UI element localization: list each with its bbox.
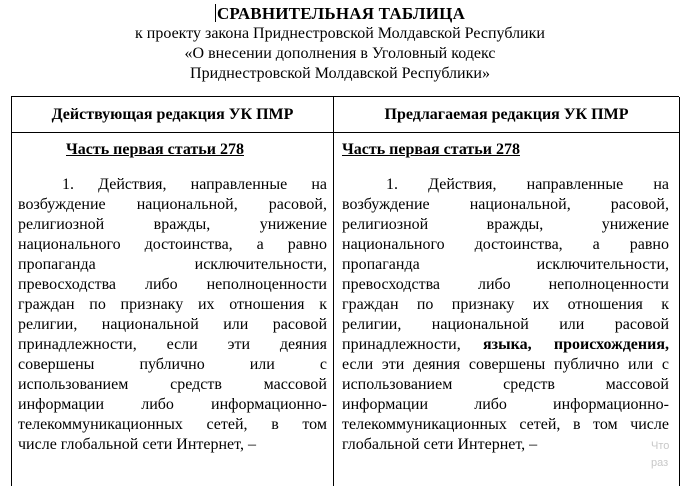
watermark-line-1: Что — [651, 440, 670, 452]
proposed-text-line: религиозной вражды, унижение — [342, 216, 669, 233]
subtitle-line-1: к проекту закона Приднестровской Молдавской Республики — [135, 25, 545, 42]
current-text-line: национального достоинства, а равно — [18, 236, 327, 253]
document-title — [0, 4, 680, 24]
comparison-table — [11, 96, 679, 486]
proposed-edition-body — [334, 133, 679, 455]
proposed-edition-heading: Предлагаемая редакция УК ПМР — [334, 97, 679, 133]
current-text-line: использованием средств массовой — [18, 376, 327, 393]
proposed-text-line: национального достоинства, а равно — [342, 236, 669, 253]
proposed-text-line: информации либо информационно- — [342, 396, 669, 413]
text-cursor — [215, 4, 216, 22]
current-text-line: пропаганда исключительности, — [18, 256, 327, 273]
current-edition-heading: Действующая редакция УК ПМР — [12, 97, 333, 133]
current-text-line: совершены публично или с — [18, 356, 327, 373]
proposed-part-title: Часть первая статьи 278 — [342, 141, 520, 158]
current-text-line: возбуждение национальной, расовой, — [18, 196, 327, 213]
current-text-line: телекоммуникационных сетей, в том — [18, 416, 327, 433]
current-text-line: превосходства либо неполноценности — [18, 276, 327, 293]
proposed-text-line: превосходства либо неполноценности — [342, 276, 669, 293]
current-article-text — [18, 175, 327, 455]
title-text: СРАВНИТЕЛЬНАЯ ТАБЛИЦА — [216, 4, 466, 23]
proposed-addition-bold: языка, происхождения, — [483, 336, 669, 353]
proposed-text-line: телекоммуникационных сетей, в том числе — [342, 416, 669, 433]
current-edition-body — [12, 133, 333, 455]
proposed-text-line: использованием средств массовой — [342, 376, 669, 393]
proposed-text-line: глобальной сети Интернет, – — [342, 436, 538, 453]
current-text-line: религиозной вражды, унижение — [18, 216, 327, 233]
current-text-line: 1. Действия, направленные на — [62, 176, 327, 193]
current-text-line: религии, национальной или расовой — [18, 316, 327, 333]
proposed-edition-column — [334, 97, 680, 486]
watermark-text — [651, 438, 669, 472]
current-text-line: числе глобальной сети Интернет, – — [18, 436, 256, 453]
current-edition-column — [12, 97, 334, 486]
current-text-line: информации либо информационно- — [18, 396, 327, 413]
proposed-text-line: религии, национальной или расовой — [342, 316, 669, 333]
current-part-title: Часть первая статьи 278 — [66, 141, 244, 158]
proposed-text-line: пропаганда исключительности, — [342, 256, 669, 273]
watermark-line-2: раз — [651, 457, 669, 469]
proposed-article-text — [342, 175, 669, 455]
proposed-text-line: принадлежности, языка, происхождения, — [342, 336, 669, 353]
proposed-text-line: возбуждение национальной, расовой, — [342, 196, 669, 213]
current-text-line: граждан по признаку их отношения к — [18, 296, 327, 313]
document-header — [0, 4, 680, 84]
current-text-line: принадлежности, если эти деяния — [18, 336, 327, 353]
subtitle-line-3: Приднестровской Молдавской Республики» — [190, 65, 490, 82]
proposed-text-line: если эти деяния совершены публично или с — [342, 356, 669, 373]
proposed-text-line: 1. Действия, направленные на — [386, 176, 669, 193]
subtitle-line-2: «О внесении дополнения в Уголовный кодекс — [184, 45, 496, 62]
proposed-text-line: граждан по признаку их отношения к — [342, 296, 669, 313]
